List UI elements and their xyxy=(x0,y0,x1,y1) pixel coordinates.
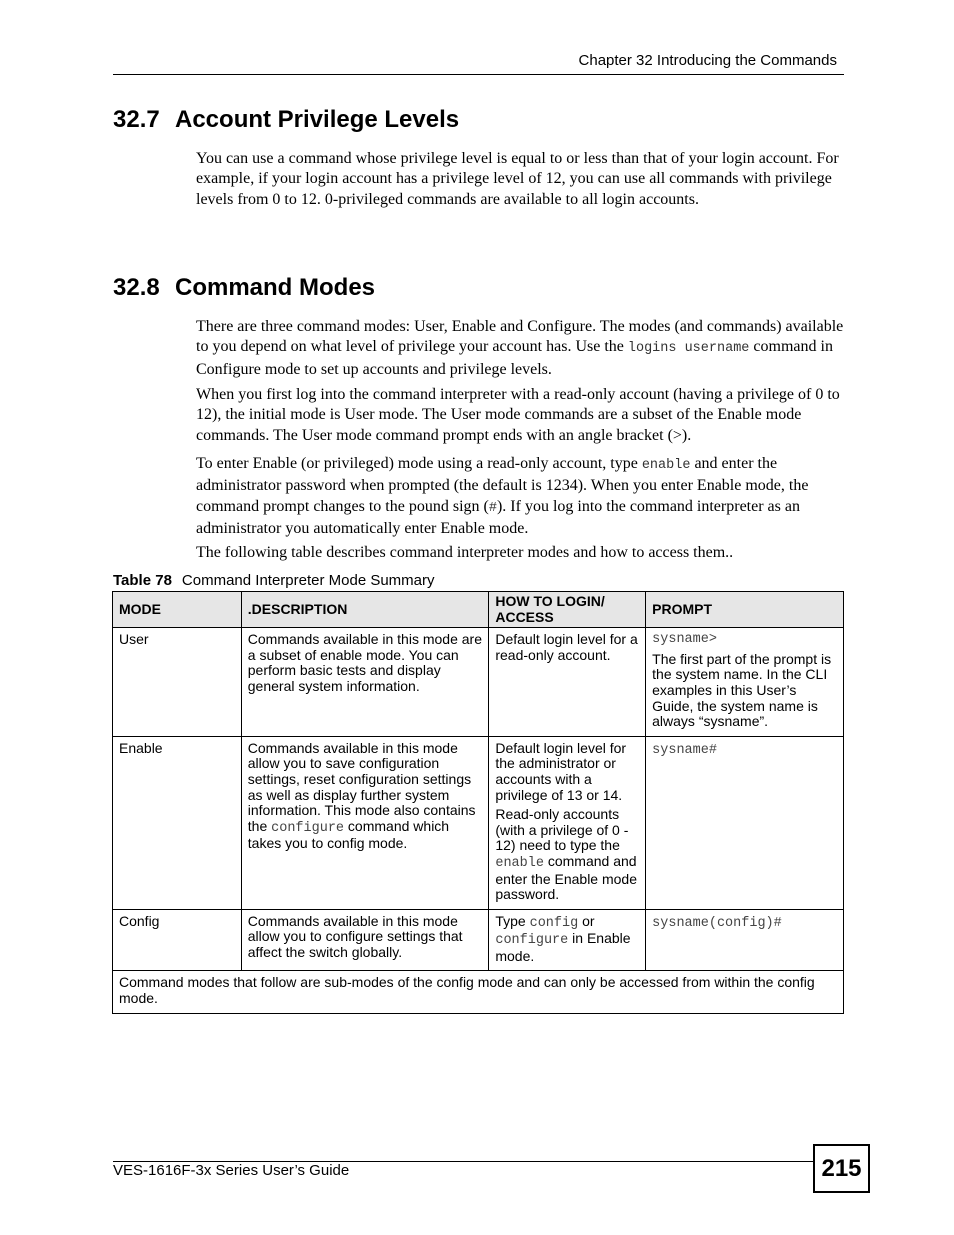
cell-description: Commands available in this mode allow you to configure settings that affect the switch globally. xyxy=(241,909,489,971)
cell-mode: Enable xyxy=(113,736,242,909)
section-number: 32.7 xyxy=(113,106,160,133)
header-description: .DESCRIPTION xyxy=(241,592,489,628)
cell-access xyxy=(489,736,646,909)
paragraph-privilege-levels: You can use a command whose privilege level is equal to or less than that of your login account. For example, if your login account has a privilege level of 12, you can use all commands with privilege levels from 0 to 12. 0-privileged commands are available to all login accounts. xyxy=(196,150,839,208)
text-run: command which takes you to config mode. xyxy=(247,817,450,852)
access-text: Default login level for the administrator or accounts with a privilege of 13 or 14. xyxy=(495,739,627,803)
cell-description: Commands available in this mode are a subset of enable mode. You can perform basic tests and display general system information. xyxy=(241,628,489,737)
section-heading-command-modes xyxy=(113,274,375,302)
paragraph-command-modes-intro xyxy=(196,317,844,380)
table-note-row xyxy=(113,971,844,1013)
prompt-note: The first part of the prompt is the system name. In the CLI examples in this User’s Guide, the system name is always “sysname”. xyxy=(652,650,832,730)
header-prompt: PROMPT xyxy=(646,592,844,628)
cell-prompt xyxy=(646,736,844,909)
inline-code: configure xyxy=(495,933,569,949)
section-number: 32.8 xyxy=(113,274,160,301)
table-caption-text: Command Interpreter Mode Summary xyxy=(181,572,435,589)
prompt-code: sysname> xyxy=(652,632,717,648)
cell-mode: Config xyxy=(113,909,242,971)
cell-mode: User xyxy=(113,628,242,737)
prompt-code: sysname# xyxy=(652,742,717,758)
inline-code: enable xyxy=(495,855,544,871)
text-run: and enter the administrator password when prompted (the default is 1234). When you enter Enable mode, the command prompt changes to the pound sign ( xyxy=(196,455,809,515)
cell-prompt xyxy=(646,909,844,971)
inline-code: config xyxy=(529,915,579,931)
footer-guide-title: VES-1616F-3x Series User’s Guide xyxy=(113,1162,350,1179)
section-title: Account Privilege Levels xyxy=(175,106,460,133)
cell-prompt xyxy=(646,628,844,737)
paragraph-user-mode: When you first log into the command interpreter with a read-only account (having a privilege of 0 to 12), the initial mode is User mode. The User mode commands are a subset of the Enable mode commands. The User mode command prompt ends with an angle bracket (>). xyxy=(196,386,840,444)
table-header-row xyxy=(113,592,844,628)
cell-access xyxy=(489,909,646,971)
table-caption xyxy=(113,572,435,589)
text-run: in Enable mode. xyxy=(495,930,631,964)
text-run: Type xyxy=(495,912,530,929)
page-number: 215 xyxy=(813,1144,870,1193)
cell-description xyxy=(241,736,489,909)
inline-code: logins username xyxy=(627,341,750,357)
header-mode: MODE xyxy=(113,592,242,628)
table-caption-label: Table 78 xyxy=(113,572,172,589)
paragraph-enable-mode xyxy=(196,454,844,540)
text-run: Commands available in this mode allow you to save configuration settings, reset configuration settings as well as display further system information. This mode also contains the xyxy=(247,739,476,834)
table-note: Command modes that follow are sub-modes of the config mode and can only be accessed from within the config mode. xyxy=(113,971,844,1013)
cell-access: Default login level for a read-only account. xyxy=(489,628,646,737)
section-heading-account-privilege-levels xyxy=(113,106,459,134)
paragraph-table-intro: The following table describes command interpreter modes and how to access them.. xyxy=(196,544,734,561)
text-run: command and enter the Enable mode password. xyxy=(495,852,637,903)
text-run: or xyxy=(578,912,595,929)
inline-code: configure xyxy=(271,820,345,836)
section-title: Command Modes xyxy=(175,274,376,301)
prompt-code: sysname(config)# xyxy=(652,915,782,931)
running-header: Chapter 32 Introducing the Commands xyxy=(578,52,837,69)
command-mode-table xyxy=(112,591,844,1014)
table-row xyxy=(113,628,844,737)
header-rule xyxy=(113,74,844,75)
text-run: There are three command modes: User, Enable and Configure. The modes (and commands) available to you depend on what level of privilege your account has. Use the xyxy=(196,318,844,356)
text-run: command in Configure mode to set up accounts and privilege levels. xyxy=(196,338,833,378)
header-access: HOW TO LOGIN/ ACCESS xyxy=(489,592,646,628)
text-run: ). If you log into the command interpreter as an administrator you automatically enter Enable mode. xyxy=(196,497,800,538)
table-row xyxy=(113,736,844,909)
inline-code: # xyxy=(488,500,497,516)
table-row xyxy=(113,909,844,971)
text-run: Read-only accounts (with a privilege of 0 - 12) need to type the xyxy=(495,806,629,854)
access-text xyxy=(495,807,639,903)
text-run: To enter Enable (or privileged) mode using a read-only account, type xyxy=(196,455,642,472)
inline-code: enable xyxy=(641,458,691,473)
